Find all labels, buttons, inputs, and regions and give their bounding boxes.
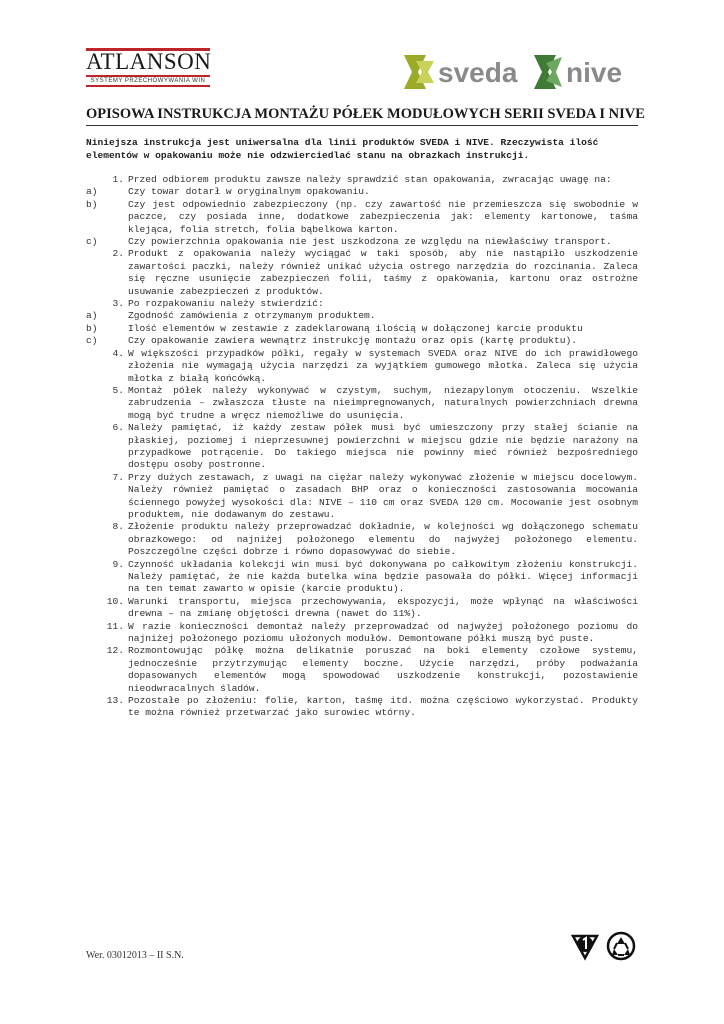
list-item-number: a) (86, 310, 98, 322)
list-item-text: Zgodność zamówienia z otrzymanym produktem. (128, 310, 376, 322)
list-item (86, 323, 638, 335)
list-item-text: Czy jest odpowiednio zabezpieczony (np. czy zawartość nie przemieszcza się swobodnie w paczce, czy posiada inne, dodatkowe zabezpieczenia jak: elementy kartonowe, taśma klejąca, folia stretch, folia bąbelkowa karton. (128, 198, 638, 235)
list-item-text: Złożenie produktu należy przeprowadzać dokładnie, w kolejności wg dołączonego schematu obrazkowego: od najniżej położonego elementu do najwyżej położonego elementu. Poszczególne części dobrze i równo dopasowywać do siebie. (128, 521, 638, 558)
list-item-text: Montaż półek należy wykonywać w czystym, suchym, niezapylonym otoczeniu. Wszelkie zabrudzenia – zwłaszcza tłuste na nieimpregnowanych, naturalnych powierzchniach drewna mogą być trudne a wręcz niemożliwe do usunięcia. (128, 384, 638, 421)
atlanson-logo-tagline: SYSTEMY PRZECHOWYWANIA WIN (90, 78, 206, 84)
list-item-number: 3. (112, 298, 124, 310)
list-item-number: 11. (106, 620, 124, 632)
list-item-text: Produkt z opakowania należy wyciągać w taki sposób, aby nie nastąpiło uszkodzenie zawartości paczki, należy również unikać użycia ostrego narzędzia do rozcinania. Zaleca się ręczne usunięcie zabezpieczeń folii, taśmy z opakowania, kartonu oraz ostrożne usuwanie zabezpieczeń z produktów. (128, 248, 638, 297)
list-item-number: 5. (112, 384, 124, 396)
sveda-wordmark: sveda (438, 57, 518, 88)
list-item-text: Czynność układania kolekcji win musi być dokonywana po całkowitym złożeniu konstrukcji. Należy pamiętać, że nie każda butelka wina będzie pasowała do półki. Więcej informacji na ten temat zawarto w opisie (karcie produktu). (128, 558, 638, 595)
list-item (86, 174, 638, 186)
list-item-text: Pozostałe po złożeniu: folie, karton, taśmę itd. można częściowo wykorzystać. Produkty te można również przetwarzać jako surowiec wtórny. (128, 695, 638, 719)
list-item-number: 6. (112, 422, 124, 434)
list-item-text: W razie konieczności demontaż należy przeprowadzać od najwyżej położonego poziomu do najniżej położonego poziomu ułożonych modułów. Demontowane półki muszą być puste. (128, 620, 638, 645)
list-item-number: 12. (106, 645, 124, 657)
list-item (86, 521, 638, 558)
nive-wordmark: nive (566, 57, 623, 88)
list-item-number: 8. (112, 521, 124, 533)
intro-paragraph: Niniejsza instrukcja jest uniwersalna dla linii produktów SVEDA i NIVE. Rzeczywista ilość elementów w opakowaniu może nie odzwierciedlać stanu na obrazkach instrukcji. (86, 137, 599, 161)
list-item (86, 199, 638, 236)
list-item (86, 385, 638, 422)
list-item-text: Ilość elementów w zestawie z zadeklarowaną ilością w dołączonej karcie produktu (128, 322, 583, 334)
list-item-text: Po rozpakowaniu należy stwierdzić: (128, 298, 324, 310)
list-item (86, 621, 638, 646)
list-item (86, 645, 638, 695)
list-item (86, 559, 638, 596)
list-item (86, 695, 638, 720)
list-item-text: Warunki transportu, miejsca przechowywania, ekspozycji, może wpłynąć na właściwości drewna – na zmianę objętości drewna (nawet do 11%). (128, 595, 638, 620)
list-item-text: Rozmontowując półkę można delikatnie poruszać na boki elementy czołowe systemu, jednocześnie przytrzymując elementy boczne. Użycie narzędzi, próby podważania dopasowanych elementów mogą spowodować uszkodzenie konstrukcji, pozostawienie nieodwracalnych śladów. (128, 645, 638, 694)
sveda-nive-logo (404, 55, 632, 89)
list-item-text: Czy towar dotarł w oryginalnym opakowaniu. (128, 186, 370, 198)
chevron-one-icon (570, 931, 600, 961)
list-item-text: W większości przypadków półki, regały w systemach SVEDA oraz NIVE do ich prawidłowego złożenia nie wymagają użycia narzędzi za wyjątkiem gumowego młotka. Zaleca się użycia młotka z białą końcówką. (128, 347, 638, 384)
list-item-number: 10. (106, 595, 124, 607)
list-item-number: c) (86, 335, 98, 347)
list-item-number: a) (86, 186, 98, 198)
list-item-number: c) (86, 236, 98, 248)
list-item (86, 472, 638, 522)
list-item (86, 248, 638, 298)
list-item-number: b) (86, 198, 98, 210)
list-item-number: 2. (112, 248, 124, 260)
list-item-number: 13. (106, 695, 124, 707)
list-item (86, 298, 638, 310)
list-item-number: 9. (112, 558, 124, 570)
atlanson-logo-rule-bottom (86, 85, 210, 87)
list-item-text: Przy dużych zestawach, z uwagi na ciężar należy wykonywać złożenie w miejscu docelowym. Należy również pamiętać o zasadach BHP oraz o konieczności zastosowania mocowania ściennego powyżej wysokości dla: NIVE – 110 cm oraz SVEDA 120 cm. Mocowanie jest osobnym produktem, nie dodawanym do zestawu. (128, 471, 638, 520)
list-item (86, 186, 638, 198)
list-item-number: b) (86, 322, 98, 334)
list-item-number: 4. (112, 347, 124, 359)
list-item (86, 335, 638, 347)
list-item (86, 422, 638, 472)
list-item (86, 236, 638, 248)
list-item-number: 7. (112, 471, 124, 483)
list-item-text: Przed odbiorem produktu zawsze należy sprawdzić stan opakowania, zwracając uwagę na: (128, 174, 612, 185)
list-item (86, 310, 638, 322)
list-item (86, 596, 638, 621)
instruction-list (86, 174, 638, 720)
atlanson-logo-name: ATLANSON (86, 49, 212, 74)
list-item-text: Czy opakowanie zawiera wewnątrz instrukcję montażu oraz opis (kartę produktu). (128, 335, 578, 347)
list-item-text: Należy pamiętać, iż każdy zestaw półek musi być umieszczony przy stałej ścianie na płaskiej, poziomej i nieprzesuwnej powierzchni w miejscu gdzie nie będzie narażony na przypadkowe potrącenie. Do takiego miejsca nie powinny mieć również bezpośredniego dostępu osoby postronne. (128, 422, 638, 471)
list-item (86, 348, 638, 385)
recycle-icon (606, 931, 636, 961)
title-divider (86, 125, 638, 126)
version-note: Wer. 03012013 – II S.N. (86, 950, 184, 961)
document-title: OPISOWA INSTRUKCJA MONTAŻU PÓŁEK MODUŁOWYCH SERII SVEDA I NIVE (86, 106, 645, 122)
list-item-number: 1. (112, 174, 124, 185)
list-item-text: Czy powierzchnia opakowania nie jest uszkodzona ze względu na niewłaściwy transport. (128, 236, 612, 248)
